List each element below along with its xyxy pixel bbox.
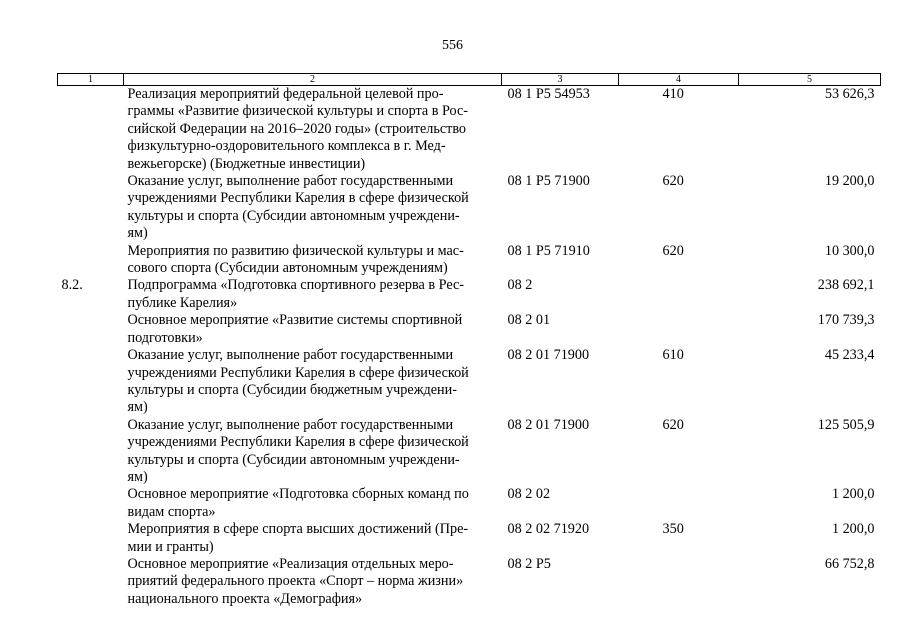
row-amount: 53 626,3	[824, 86, 875, 102]
column-header: 2	[124, 74, 502, 86]
row-description: Реализация мероприятий федеральной целевой про- граммы «Развитие физической культуры и спорта в Рос- сийской Федерации на 2016–2020 годы» (строительство физкультурно-оздоровительного комплекса в г. Мед- вежьегорске) (Бюджетные инвестиции)	[127, 86, 468, 172]
row-description: Мероприятия в сфере спорта высших достижений (Пре- мии и гранты)	[127, 521, 469, 555]
row-code: 08 2 01	[507, 312, 551, 329]
row-code: 08 2 01 71900	[507, 416, 590, 433]
table-header	[58, 74, 881, 86]
budget-table	[57, 73, 881, 608]
row-amount: 10 300,0	[824, 242, 875, 259]
row-description: Мероприятия по развитию физической культуры и мас- сового спорта (Субсидии автономным учреждениям)	[127, 242, 464, 277]
row-number	[58, 347, 124, 417]
row-amount: 170 739,3	[817, 312, 875, 329]
column-header: 3	[502, 74, 619, 86]
row-number	[58, 486, 124, 521]
row-code: 08 1 P5 71900	[507, 173, 590, 190]
column-header: 5	[739, 74, 881, 86]
row-number	[58, 312, 124, 347]
row-expense-type: 350	[662, 521, 684, 538]
table-row	[58, 277, 881, 312]
row-description: Основное мероприятие «Развитие системы спортивной подготовки»	[127, 312, 463, 346]
row-code: 08 1 P5 54953	[507, 86, 590, 102]
row-number	[58, 86, 124, 174]
row-number	[58, 417, 124, 487]
table-row	[58, 347, 881, 417]
table-row	[58, 312, 881, 347]
row-description: Основное мероприятие «Реализация отдельных меро- приятий федерального проекта «Спорт – норма жизни» национального проекта «Демография»	[127, 555, 464, 607]
row-number	[58, 173, 124, 243]
row-expense-type	[619, 486, 739, 521]
row-expense-type: 620	[662, 416, 684, 433]
row-description: Оказание услуг, выполнение работ государственными учреждениями Республики Карелия в сфере физической культуры и спорта (Субсидии автономным учреждени- ям)	[127, 416, 469, 485]
row-expense-type: 620	[662, 242, 684, 259]
table-row	[58, 521, 881, 556]
row-amount: 66 752,8	[824, 555, 875, 572]
row-number	[58, 556, 124, 608]
column-header: 1	[58, 74, 124, 86]
column-header: 4	[619, 74, 739, 86]
row-expense-type: 620	[662, 173, 684, 190]
row-expense-type	[619, 277, 739, 312]
row-expense-type	[619, 312, 739, 347]
table-row	[58, 86, 881, 174]
row-amount: 1 200,0	[831, 486, 875, 503]
row-code: 08 1 P5 71910	[507, 242, 590, 259]
row-description: Оказание услуг, выполнение работ государственными учреждениями Республики Карелия в сфере физической культуры и спорта (Субсидии бюджетным учреждени- ям)	[127, 347, 469, 416]
row-description: Подпрограмма «Подготовка спортивного резерва в Рес- публике Карелия»	[127, 277, 464, 311]
table-row	[58, 556, 881, 608]
table-row	[58, 243, 881, 278]
row-amount: 19 200,0	[824, 173, 875, 190]
table-row	[58, 173, 881, 243]
row-amount: 125 505,9	[817, 416, 875, 433]
row-code: 08 2 01 71900	[507, 347, 590, 364]
row-amount: 238 692,1	[817, 277, 875, 294]
row-code: 08 2 02 71920	[507, 521, 590, 538]
page-number: 556	[442, 38, 463, 53]
row-number: 8.2.	[61, 277, 83, 294]
row-amount: 1 200,0	[831, 521, 875, 538]
row-description: Оказание услуг, выполнение работ государственными учреждениями Республики Карелия в сфере физической культуры и спорта (Субсидии автономным учреждени- ям)	[127, 173, 469, 242]
row-code: 08 2 P5	[507, 555, 551, 572]
row-code: 08 2	[507, 277, 533, 294]
row-number	[58, 521, 124, 556]
row-expense-type	[619, 556, 739, 608]
row-expense-type: 610	[662, 347, 684, 364]
row-description: Основное мероприятие «Подготовка сборных команд по видам спорта»	[127, 486, 469, 520]
row-code: 08 2 02	[507, 486, 551, 503]
table-row	[58, 417, 881, 487]
row-number	[58, 243, 124, 278]
row-expense-type: 410	[662, 86, 684, 102]
row-amount: 45 233,4	[824, 347, 875, 364]
table-body	[58, 86, 881, 609]
table-row	[58, 486, 881, 521]
